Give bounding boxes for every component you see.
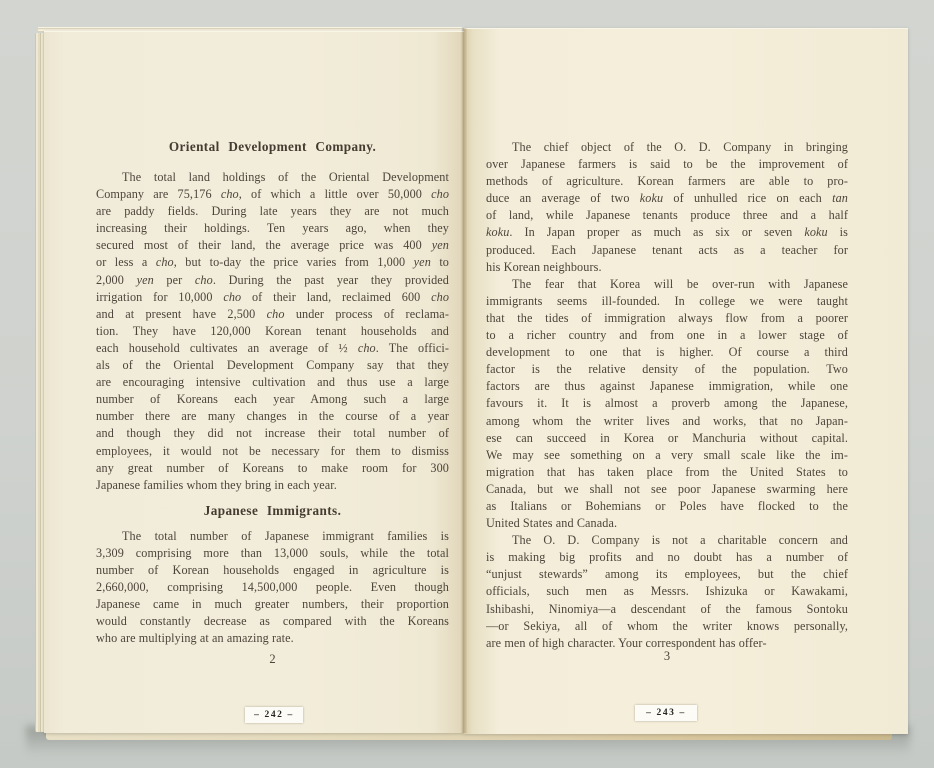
text-line: that the tides of immigration always flow from a poorer: [486, 310, 848, 325]
text-line: 2,660,000, comprising 14,500,000 people. Even though: [96, 580, 449, 595]
text-line: The total land holdings of the Oriental Development: [122, 170, 449, 184]
text-line: tion. They have 120,000 Korean tenant households and: [96, 323, 449, 338]
left-paragraph-1: [96, 169, 449, 494]
text-line: favours it. It is almost a proverb among the Japanese,: [486, 396, 848, 411]
text-line: Company are 75,176 cho, of which a little over 50,000 cho: [96, 187, 449, 202]
text-line: “unjust stewards” among its employees, but the chief: [486, 567, 848, 582]
section-heading-oriental-development-company: Oriental Development Company.: [168, 139, 377, 154]
text-line: officials, such men as Messrs. Ishizuka or Kawakami,: [486, 584, 848, 599]
text-line: number there are many changes in the course of a year: [96, 409, 449, 424]
text-line: Japanese came in much greater numbers, their proportion: [96, 597, 449, 612]
text-line: development to one that is higher. Of course a third: [486, 345, 848, 360]
text-line: The fear that Korea will be over-run with Japanese: [512, 276, 848, 291]
text-line: any great number of Koreans to make room for 300: [96, 460, 449, 475]
text-line: The O. D. Company is not a charitable concern and: [512, 533, 848, 548]
text-line: The total number of Japanese immigrant families is: [122, 528, 449, 543]
text-line: Japanese families whom they bring in each year.: [96, 477, 337, 492]
left-page-text-block: [96, 138, 449, 647]
text-line: produced. Each Japanese tenant acts as a teacher for: [486, 242, 848, 257]
text-line: duce an average of two koku of unhulled rice on each tan: [486, 191, 848, 206]
text-line: We may see something on a very small scale like the im-: [486, 447, 848, 462]
book-gutter: [461, 28, 467, 733]
text-line: or less a cho, but to-day the price varies from 1,000 yen to: [96, 255, 449, 270]
text-line: as Italians or Bohemians or Poles have flocked to the: [486, 498, 848, 513]
left-paragraph-2: [96, 528, 449, 648]
text-line: increasing their holdings. Ten years ago, when they: [96, 221, 449, 236]
text-line: immigrants seems ill-founded. In college we were taught: [486, 293, 848, 308]
text-line: is making big profits and no doubt has a number of: [486, 550, 848, 565]
text-line: Canada, but we shall not see poor Japanese swarming here: [486, 481, 848, 496]
text-line: are men of high character. Your correspondent has offer-: [486, 635, 767, 650]
text-line: methods of agriculture. Korean farmers are able to pro-: [486, 174, 848, 189]
left-page: [44, 31, 464, 733]
text-line: secured most of their land, the average price was 400 yen: [96, 238, 449, 253]
right-page-text-block: [486, 139, 848, 652]
text-line: 2,000 yen per cho. During the past year they provided: [96, 272, 449, 287]
right-paragraph-1: [486, 139, 848, 276]
right-catalog-label-sticker: – 243 –: [635, 705, 697, 721]
text-line: —or Sekiya, all of whom the writer knows personally,: [486, 618, 848, 633]
left-page-number: 2: [269, 652, 276, 666]
text-line: United States and Canada.: [486, 516, 618, 531]
right-paragraph-3: [486, 532, 848, 652]
text-line: of land, while Japanese tenants produce three and a half: [486, 208, 848, 223]
text-line: are encouraging intensive cultivation and thus use a large: [96, 375, 449, 390]
text-line: migration that has taken place from the United States to: [486, 464, 848, 479]
text-line: who are multiplying at an amazing rate.: [96, 631, 294, 646]
text-line: number of Korean households engaged in agriculture is: [96, 562, 449, 577]
text-line: als of the Oriental Development Company say that they: [96, 358, 449, 373]
right-page-number: 3: [663, 649, 671, 663]
text-line: Ishibashi, Ninomiya—a descendant of the famous Sontoku: [486, 601, 848, 616]
text-line: 3,309 comprising more than 13,000 souls, while the total: [96, 545, 449, 560]
text-line: would constantly decrease as compared with the Koreans: [96, 614, 449, 629]
text-line: factor is the relative density of the population. Two: [486, 362, 848, 377]
text-line: number of Koreans each year Among such a large: [96, 392, 449, 407]
text-line: ese can succeed in Korea or Manchuria without capital.: [486, 430, 848, 445]
text-line: factors are thus against Japanese immigration, while one: [486, 379, 848, 394]
text-line: each household cultivates an average of ½ cho. The offici-: [96, 340, 449, 355]
text-line: irrigation for 10,000 cho of their land, reclaimed 600 cho: [96, 289, 449, 304]
text-line: are paddy fields. During late years they are not much: [96, 204, 449, 219]
text-line: employees, it would not be necessary for them to dismiss: [96, 443, 449, 458]
text-line: among whom the writer lives and works, that no Japan-: [486, 413, 848, 428]
text-line: his Korean neighbours.: [486, 259, 602, 274]
section-heading-japanese-immigrants: Japanese Immigrants.: [203, 502, 342, 518]
text-line: koku. In Japan proper as much as six or seven koku is: [486, 225, 848, 240]
right-paragraph-2: [486, 276, 848, 532]
text-line: The chief object of the O. D. Company in bringing: [512, 140, 848, 154]
text-line: and though they did not increase their total number of: [96, 426, 449, 441]
text-line: to a richer country and from one in a lower stage of: [486, 328, 848, 343]
right-page: [464, 28, 908, 734]
text-line: and at present have 2,500 cho under process of reclama-: [96, 306, 449, 321]
text-line: over Japanese farmers is said to be the improvement of: [486, 157, 848, 172]
left-catalog-label-sticker: – 242 –: [245, 707, 303, 723]
